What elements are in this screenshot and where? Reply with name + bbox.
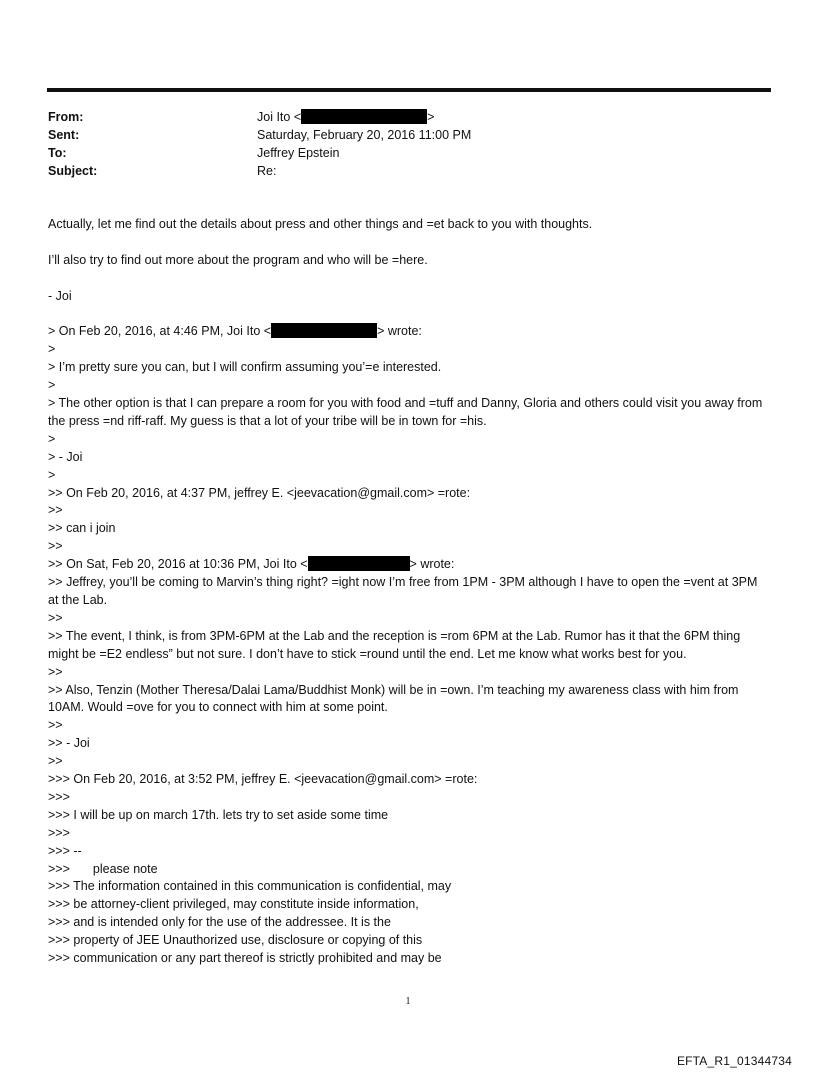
disclaimer-heading: please note bbox=[92, 861, 158, 876]
quoted-line: > - Joi bbox=[48, 449, 83, 464]
quoted-line: >> can i join bbox=[48, 521, 116, 536]
quoted-line: >> The event, I think, is from 3PM-6PM at the Lab and the reception is =rom 6PM at the Lab. Rumor has it that the 6PM thing might be =E2 endless” but not sure. I don’t have to stick =round until the end. Let me know what works best for you. bbox=[48, 628, 741, 661]
disclaimer-line: >>> property of JEE Unauthorized use, disclosure or copying of this bbox=[48, 933, 423, 948]
from-sender-name: Joi Ito < bbox=[257, 110, 302, 124]
quoted-line: >>> bbox=[48, 825, 70, 840]
to-value: Jeffrey Epstein bbox=[257, 146, 340, 160]
quote-marker: >>> bbox=[48, 861, 70, 876]
quoted-line: >>> I will be up on march 17th. lets try to set aside some time bbox=[48, 807, 389, 822]
redaction-bar bbox=[308, 556, 410, 571]
body-paragraph: Actually, let me find out the details about press and other things and =et back to you with thoughts. bbox=[48, 217, 593, 231]
quoted-line: >> bbox=[48, 664, 63, 679]
quoted-header bbox=[48, 323, 768, 341]
quoted-line: > bbox=[48, 431, 56, 446]
quoted-line: >> bbox=[48, 718, 63, 733]
disclaimer-line: >>> and is intended only for the use of the addressee. It is the bbox=[48, 915, 391, 930]
quoted-line: >> bbox=[48, 754, 63, 769]
quoted-line: >> Also, Tenzin (Mother Theresa/Dalai Lama/Buddhist Monk) will be in =own. I’m teaching my awareness class with him from 10AM. Would =ove for you to connect with him at some point. bbox=[48, 682, 739, 715]
quoted-header-text: >> On Sat, Feb 20, 2016 at 10:36 PM, Joi Ito < bbox=[48, 557, 308, 572]
quoted-line: >>> -- bbox=[48, 843, 82, 858]
header-divider-rule bbox=[47, 88, 771, 92]
quoted-header: >> On Feb 20, 2016, at 4:37 PM, jeffrey E. <jeevacation@gmail.com> =rote: bbox=[48, 485, 471, 500]
body-signature: - Joi bbox=[48, 288, 72, 303]
email-body bbox=[48, 216, 768, 968]
quoted-line: >>> bbox=[48, 789, 70, 804]
quoted-line: > bbox=[48, 342, 56, 357]
disclaimer-line: >>> communication or any part thereof is strictly prohibited and may be bbox=[48, 951, 442, 966]
redaction-bar bbox=[301, 109, 427, 124]
page-number: 1 bbox=[405, 996, 411, 1007]
subject-label: Subject: bbox=[48, 164, 98, 178]
quoted-line: >> - Joi bbox=[48, 736, 90, 751]
quoted-line: >> bbox=[48, 610, 63, 625]
document-id-stamp: EFTA_R1_01344734 bbox=[676, 1054, 792, 1068]
from-label: From: bbox=[48, 110, 84, 124]
quoted-line: > bbox=[48, 378, 56, 393]
quoted-header-text: > On Feb 20, 2016, at 4:46 PM, Joi Ito < bbox=[48, 324, 272, 339]
quoted-header bbox=[48, 556, 768, 574]
disclaimer-line: >>> be attorney-client privileged, may constitute inside information, bbox=[48, 897, 419, 912]
disclaimer-line: >>> The information contained in this communication is confidential, may bbox=[48, 879, 452, 894]
quoted-line: > The other option is that I can prepare a room for you with food and =tuff and Danny, Gloria and others could visit you away from the press =nd riff-raff. My guess is that a lot of your tribe will be in town for =his. bbox=[48, 396, 763, 428]
quoted-header-text-end: > wrote: bbox=[377, 324, 422, 339]
quoted-line: >> bbox=[48, 503, 63, 518]
subject-value: Re: bbox=[257, 164, 277, 178]
quoted-line: > bbox=[48, 467, 56, 482]
quoted-line: >> Jeffrey, you’ll be coming to Marvin’s thing right? =ight now I’m free from 1PM - 3PM although I have to open the =vent at 3PM at the Lab. bbox=[48, 575, 758, 607]
to-label: To: bbox=[48, 146, 67, 160]
quoted-line: > I’m pretty sure you can, but I will confirm assuming you’=e interested. bbox=[48, 360, 442, 375]
quoted-header-text-end: > wrote: bbox=[409, 557, 455, 572]
sent-label: Sent: bbox=[48, 128, 80, 142]
quoted-header: >>> On Feb 20, 2016, at 3:52 PM, jeffrey E. <jeevacation@gmail.com> =rote: bbox=[48, 772, 478, 787]
from-value-end: > bbox=[427, 110, 435, 124]
quoted-line bbox=[48, 861, 768, 879]
sent-value: Saturday, February 20, 2016 11:00 PM bbox=[257, 128, 472, 142]
body-paragraph: I’ll also try to find out more about the program and who will be =here. bbox=[48, 252, 428, 267]
from-value bbox=[257, 108, 434, 126]
quoted-line: >> bbox=[48, 539, 63, 554]
redaction-bar bbox=[271, 323, 377, 338]
